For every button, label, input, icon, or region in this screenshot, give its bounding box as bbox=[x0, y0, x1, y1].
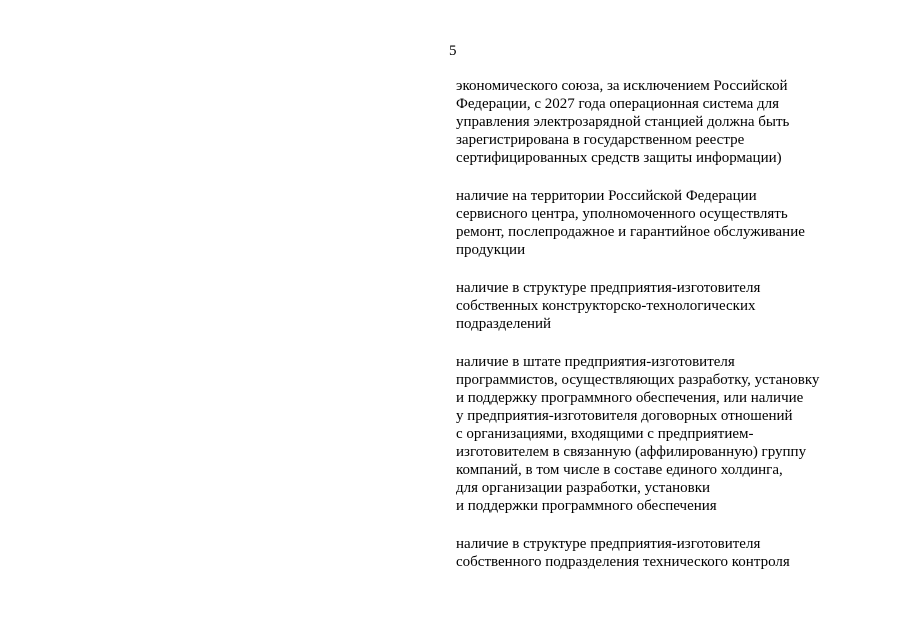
paragraph-2 bbox=[456, 187, 896, 259]
text-line: компаний, в том числе в составе единого холдинга, bbox=[456, 462, 783, 478]
text-line: ремонт, послепродажное и гарантийное обслуживание bbox=[456, 224, 805, 240]
text-line: для организации разработки, установки bbox=[456, 480, 711, 496]
text-line: изготовителем в связанную (аффилированную) группу bbox=[456, 444, 807, 460]
text-line: подразделений bbox=[456, 316, 552, 332]
document-body bbox=[456, 77, 896, 591]
text-line: наличие на территории Российской Федерации bbox=[456, 188, 757, 204]
text-line: Федерации, с 2027 года операционная система для bbox=[456, 96, 780, 112]
text-line: продукции bbox=[456, 242, 526, 258]
text-line: зарегистрирована в государственном реестре bbox=[456, 132, 745, 148]
text-line: и поддержки программного обеспечения bbox=[456, 498, 717, 514]
paragraph-4 bbox=[456, 353, 896, 515]
paragraph-1 bbox=[456, 77, 896, 167]
text-line: наличие в структуре предприятия-изготовителя bbox=[456, 280, 761, 296]
text-line: наличие в штате предприятия-изготовителя bbox=[456, 354, 735, 370]
text-line: собственного подразделения технического контроля bbox=[456, 554, 790, 570]
page-number: 5 bbox=[449, 43, 457, 59]
text-line: программистов, осуществляющих разработку, установку bbox=[456, 372, 820, 388]
text-line: сертифицированных средств защиты информации) bbox=[456, 150, 782, 166]
text-line: у предприятия-изготовителя договорных отношений bbox=[456, 408, 793, 424]
paragraph-3 bbox=[456, 279, 896, 333]
text-line: управления электрозарядной станцией должна быть bbox=[456, 114, 790, 130]
text-line: сервисного центра, уполномоченного осуществлять bbox=[456, 206, 788, 222]
text-line: с организациями, входящими с предприятием- bbox=[456, 426, 754, 442]
text-line: и поддержку программного обеспечения, или наличие bbox=[456, 390, 804, 406]
text-line: экономического союза, за исключением Российской bbox=[456, 78, 788, 94]
text-line: собственных конструкторско-технологических bbox=[456, 298, 756, 314]
text-line: наличие в структуре предприятия-изготовителя bbox=[456, 536, 761, 552]
paragraph-5 bbox=[456, 535, 896, 571]
